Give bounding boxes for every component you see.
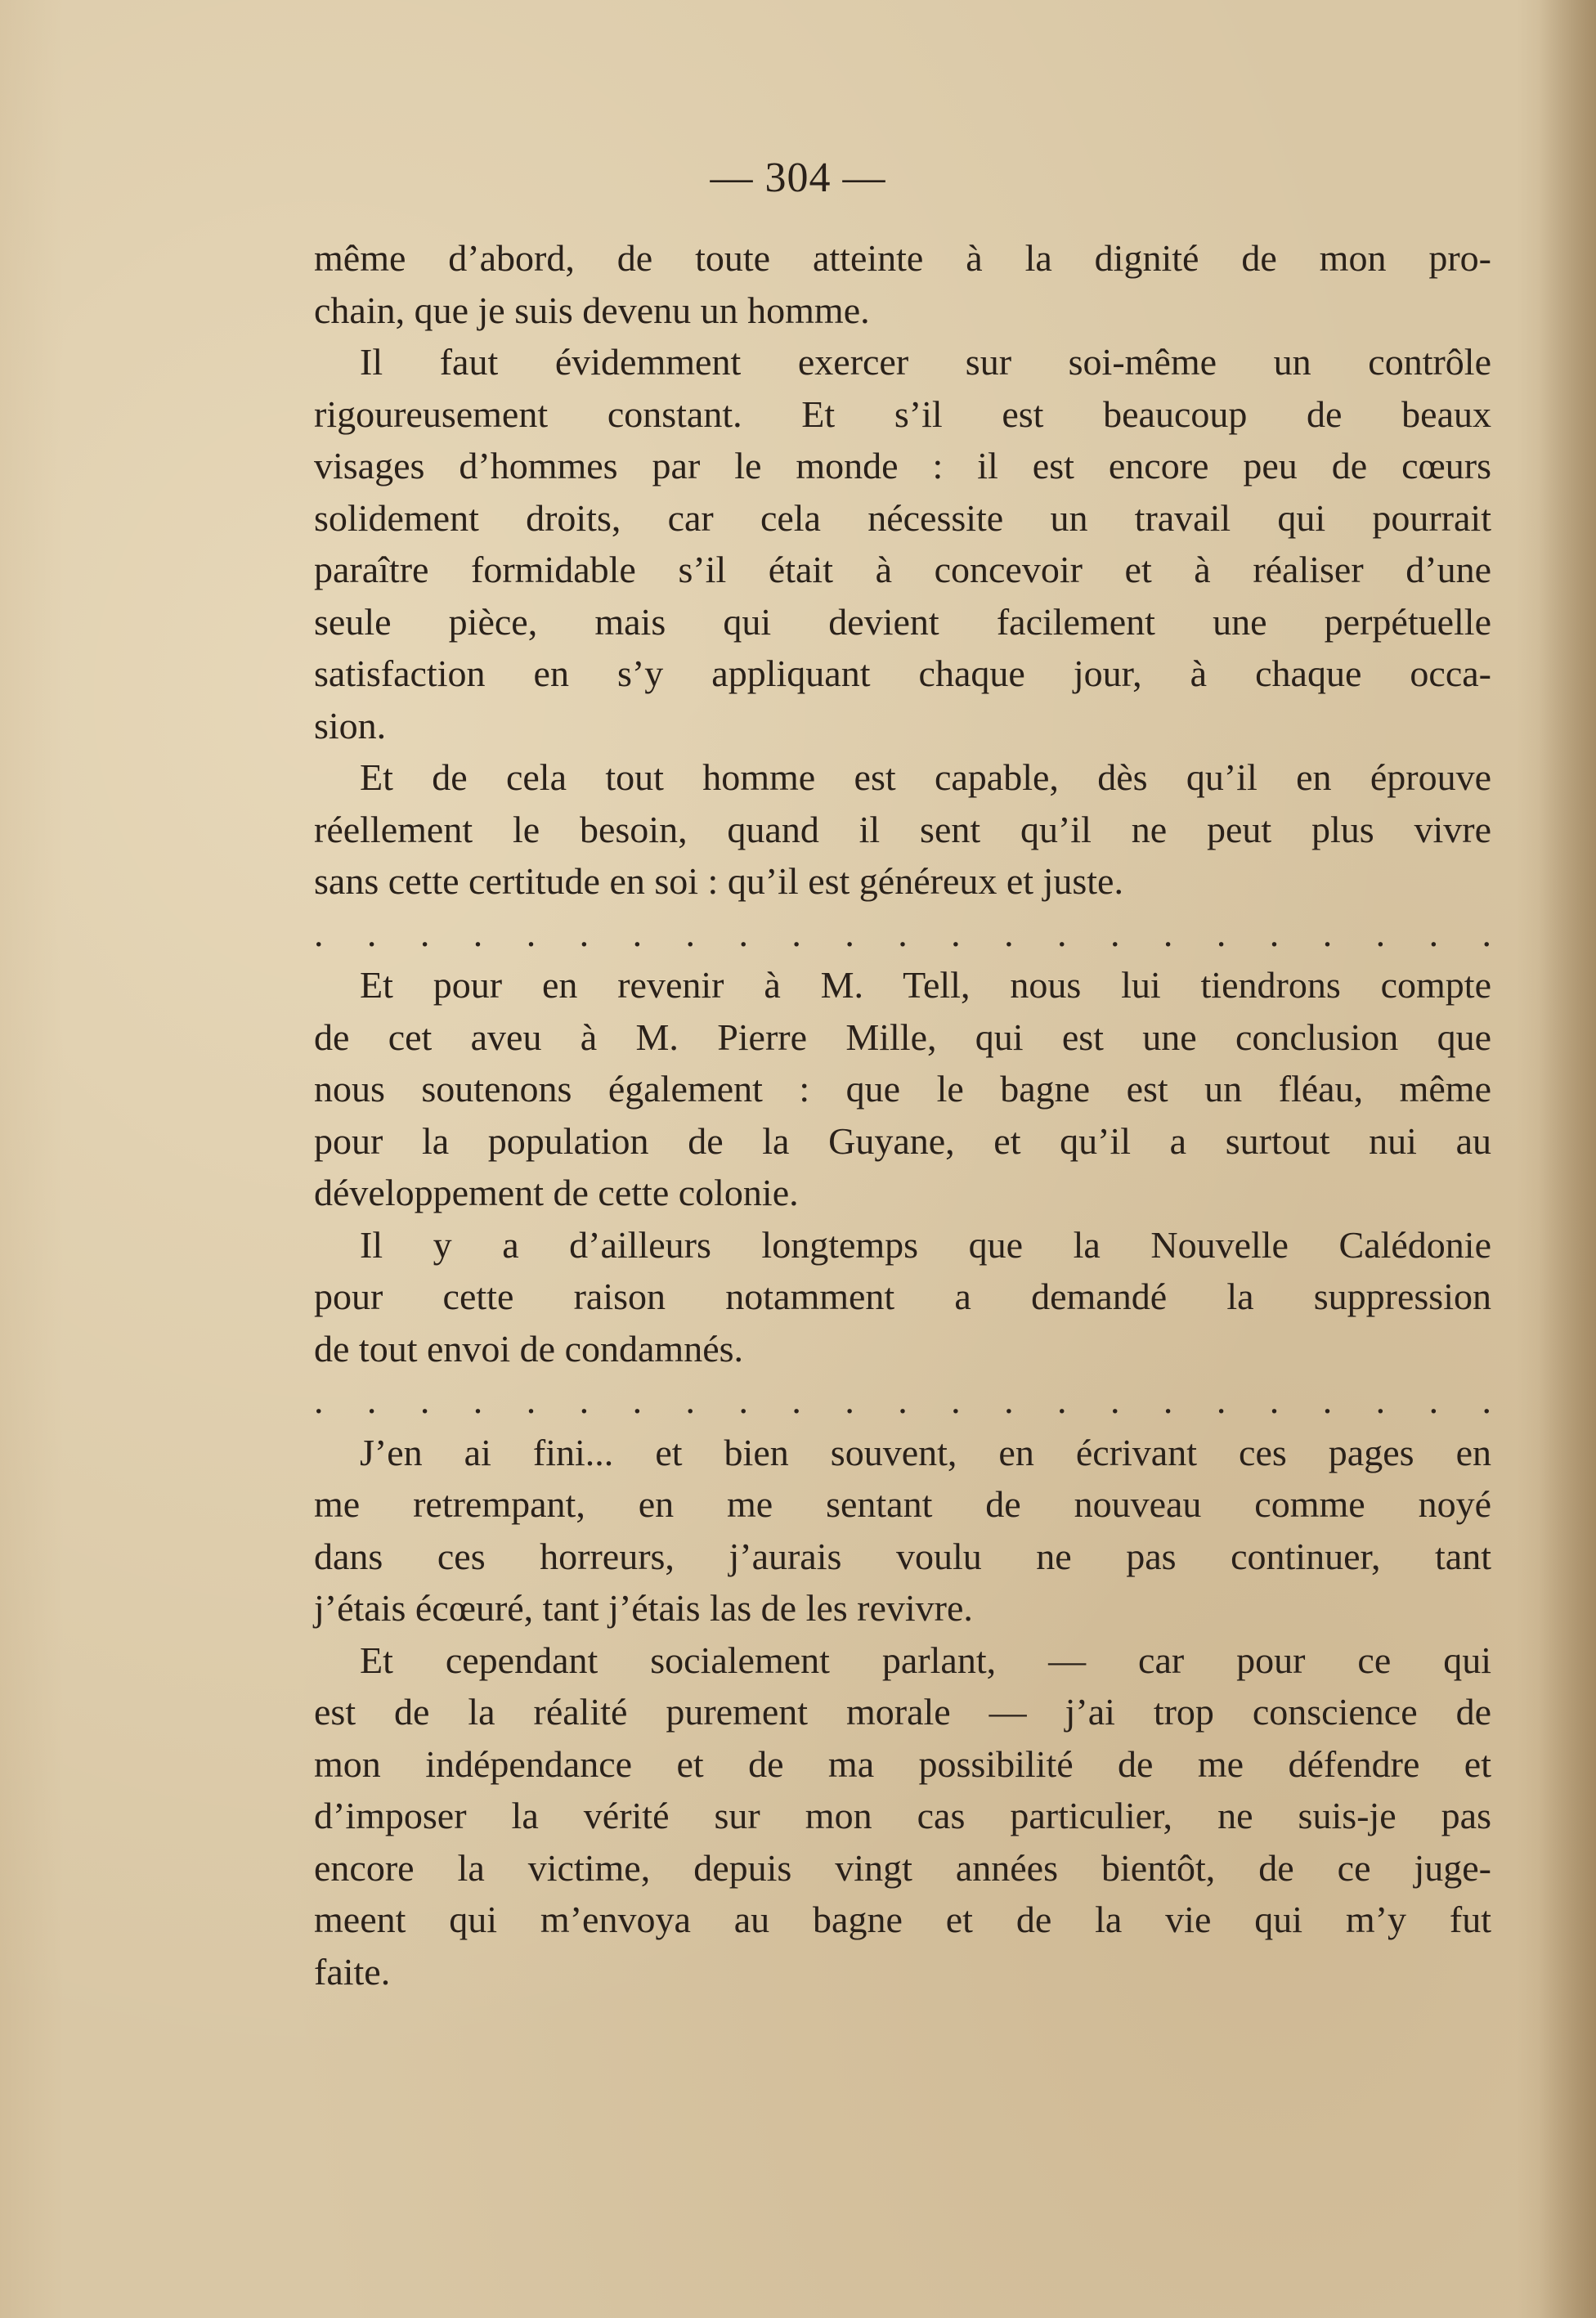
dotted-separator: . . . . . . . . . . . . . . . . . . . . . . .	[314, 912, 1491, 954]
body-text	[314, 232, 1491, 1997]
text-line: sion.	[314, 704, 387, 747]
text-line: Et de cela tout homme est capable, dès qu’il en éprouve	[360, 756, 1491, 798]
text-line: Il y a d’ailleurs longtemps que la Nouvelle Calédonie	[360, 1223, 1491, 1266]
text-line: Et pour en revenir à M. Tell, nous lui tiendrons compte	[360, 964, 1491, 1006]
text-line: visages d’hommes par le monde : il est encore peu de cœurs	[314, 445, 1491, 486]
page-edge-shadow	[1539, 0, 1596, 2318]
text-line: J’en ai fini... et bien souvent, en écrivant ces pages en	[360, 1431, 1491, 1473]
text-line: paraître formidable s’il était à concevoir et à réaliser d’une	[314, 549, 1491, 590]
text-line: satisfaction en s’y appliquant chaque jour, à chaque occa-	[314, 652, 1491, 694]
text-line: même d’abord, de toute atteinte à la dignité de mon pro-	[314, 237, 1491, 279]
text-line: dans ces horreurs, j’aurais voulu ne pas continuer, tant	[314, 1535, 1491, 1577]
page-number: — 304 —	[710, 155, 886, 201]
text-line: rigoureusement constant. Et s’il est beaucoup de beaux	[314, 392, 1491, 435]
dotted-separator: . . . . . . . . . . . . . . . . . . . . . . .	[314, 1379, 1491, 1421]
text-line: chain, que je suis devenu un homme.	[314, 289, 870, 331]
text-line: réellement le besoin, quand il sent qu’il ne peut plus vivre	[314, 808, 1491, 850]
text-line: nous soutenons également : que le bagne est un fléau, même	[314, 1068, 1491, 1110]
text-line: encore la victime, depuis vingt années bientôt, de ce juge-	[314, 1846, 1491, 1889]
text-line: j’étais écœuré, tant j’étais las de les revivre.	[314, 1587, 973, 1629]
text-line: faite.	[314, 1950, 391, 1993]
text-line: seule pièce, mais qui devient facilement une perpétuelle	[314, 600, 1491, 643]
text-line: d’imposer la vérité sur mon cas particulier, ne suis-je pas	[314, 1795, 1491, 1836]
text-line: développement de cette colonie.	[314, 1172, 799, 1213]
text-line: pour cette raison notamment a demandé la suppression	[314, 1276, 1491, 1317]
text-line: mon indépendance et de ma possibilité de me défendre et	[314, 1742, 1491, 1785]
text-line: Il faut évidemment exercer sur soi-même un contrôle	[360, 341, 1491, 383]
text-line: de cet aveu à M. Pierre Mille, qui est une conclusion que	[314, 1016, 1491, 1058]
text-line: me retrempant, en me sentant de nouveau comme noyé	[314, 1483, 1491, 1525]
text-line: de tout envoi de condamnés.	[314, 1327, 744, 1370]
text-line: pour la population de la Guyane, et qu’il a surtout nui au	[314, 1119, 1491, 1162]
text-line: Et cependant socialement parlant, — car pour ce qui	[360, 1639, 1491, 1681]
text-line: meent qui m’envoya au bagne et de la vie qui m’y fut	[314, 1899, 1491, 1940]
text-line: est de la réalité purement morale — j’ai trop conscience de	[314, 1691, 1491, 1733]
text-line: sans cette certitude en soi : qu’il est généreux et juste.	[314, 860, 1123, 902]
text-line: solidement droits, car cela nécessite un travail qui pourrait	[314, 496, 1491, 539]
